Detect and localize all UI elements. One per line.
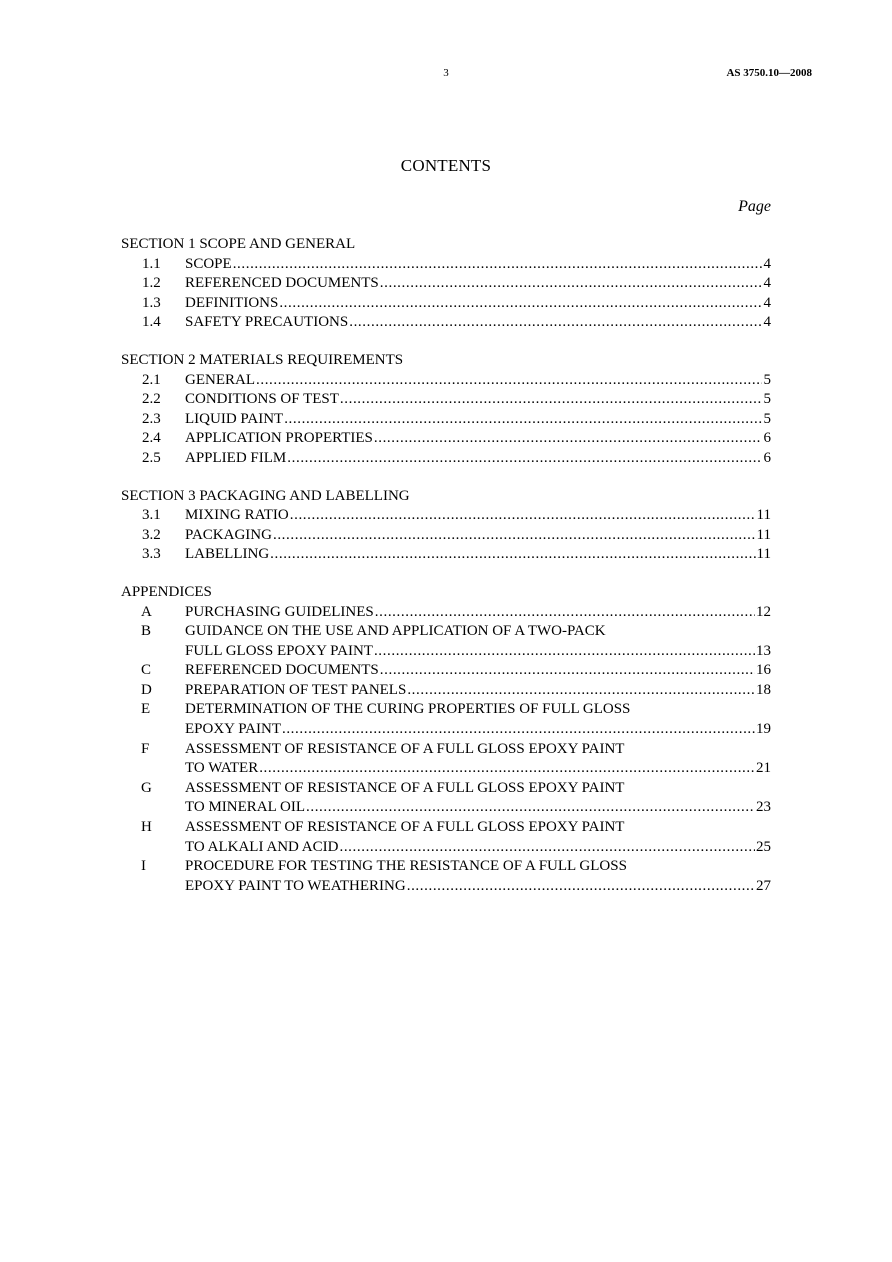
toc-entry-page: 12	[756, 603, 771, 620]
toc-entry-title: MIXING RATIO	[185, 507, 289, 524]
toc-entry-title: PREPARATION OF TEST PANELS	[185, 681, 407, 698]
section-gap	[121, 333, 771, 351]
toc-entry-number: C	[141, 662, 152, 679]
toc-entry[interactable]	[121, 857, 771, 877]
toc-entry-number: 3.2	[142, 526, 161, 543]
toc-entry-number: E	[141, 701, 151, 718]
contents-title: CONTENTS	[400, 156, 492, 175]
dot-leader	[233, 255, 762, 275]
toc-entry-title: PROCEDURE FOR TESTING THE RESISTANCE OF A FULL GLOSS	[185, 858, 627, 875]
toc-entry[interactable]	[121, 622, 771, 642]
toc-entry-number: 1.1	[142, 255, 161, 272]
toc-entry-number: 3.3	[142, 546, 161, 563]
toc-entry-number: H	[141, 819, 152, 836]
dot-leader	[407, 681, 755, 701]
toc-entry-number: D	[141, 681, 152, 698]
table-of-contents	[121, 235, 771, 896]
toc-entry[interactable]	[121, 681, 771, 701]
toc-entry-page: 6	[763, 430, 771, 447]
toc-entry-number: 1.4	[142, 314, 161, 331]
toc-entry-title: DETERMINATION OF THE CURING PROPERTIES OF FULL GLOSS	[185, 701, 631, 718]
toc-entry-title: LABELLING	[185, 546, 270, 563]
toc-entry-page: 5	[763, 410, 771, 427]
toc-entry-number	[121, 642, 185, 662]
toc-entry-page: 18	[756, 681, 771, 698]
toc-entry[interactable]	[121, 545, 771, 565]
section-gap	[121, 469, 771, 487]
dot-leader	[306, 798, 755, 818]
toc-entry-page: 25	[756, 838, 771, 855]
standard-number: AS 3750.10—2008	[726, 67, 812, 79]
toc-entry[interactable]	[121, 642, 771, 662]
toc-entry-number: 1.3	[142, 294, 161, 311]
toc-entry-page: 5	[763, 371, 771, 388]
toc-entry-title: ASSESSMENT OF RESISTANCE OF A FULL GLOSS EPOXY PAINT	[185, 819, 625, 836]
dot-leader	[284, 410, 762, 430]
toc-entry[interactable]	[121, 274, 771, 294]
dot-leader	[349, 313, 762, 333]
toc-entry[interactable]	[121, 818, 771, 838]
toc-entry-number	[121, 759, 185, 779]
toc-entry-title: REFERENCED DOCUMENTS	[185, 662, 379, 679]
toc-entry[interactable]	[121, 603, 771, 623]
dot-leader	[279, 294, 762, 314]
dot-leader	[374, 429, 762, 449]
toc-entry-page: 11	[756, 546, 771, 563]
dot-leader	[256, 371, 762, 391]
toc-entry-page: 13	[756, 642, 771, 659]
toc-entry[interactable]	[121, 255, 771, 275]
toc-entry-title: EPOXY PAINT TO WEATHERING	[185, 877, 406, 894]
toc-entry-number: 3.1	[142, 507, 161, 524]
toc-entry-title: GENERAL	[185, 371, 255, 388]
toc-entry-page: 5	[763, 391, 771, 408]
toc-entry-number: 2.5	[142, 449, 161, 466]
toc-entry[interactable]	[121, 526, 771, 546]
toc-entry[interactable]	[121, 371, 771, 391]
dot-leader	[273, 526, 756, 546]
toc-entry-page: 21	[756, 760, 771, 777]
toc-entry-title: SAFETY PRECAUTIONS	[185, 314, 349, 331]
toc-entry-number: 2.1	[142, 371, 161, 388]
toc-entry-number: I	[141, 858, 146, 875]
toc-entry-number: 1.2	[142, 275, 161, 292]
toc-entry[interactable]	[121, 313, 771, 333]
toc-entry-title: GUIDANCE ON THE USE AND APPLICATION OF A TWO-PACK	[185, 623, 606, 640]
toc-entry-number: A	[141, 603, 152, 620]
toc-entry-page: 6	[763, 449, 771, 466]
dot-leader	[380, 661, 755, 681]
section-heading[interactable]: APPENDICES	[121, 583, 212, 600]
toc-entry[interactable]	[121, 877, 771, 897]
toc-entry-number: 2.3	[142, 410, 161, 427]
toc-entry-title: LIQUID PAINT	[185, 410, 284, 427]
section-heading[interactable]: SECTION 3 PACKAGING AND LABELLING	[121, 487, 410, 504]
page-column-label: Page	[738, 198, 771, 215]
toc-entry[interactable]	[121, 429, 771, 449]
toc-entry-page: 11	[756, 526, 771, 543]
toc-entry[interactable]	[121, 720, 771, 740]
toc-entry-title: PURCHASING GUIDELINES	[185, 603, 374, 620]
section-heading[interactable]: SECTION 1 SCOPE AND GENERAL	[121, 236, 356, 252]
toc-entry-title: TO ALKALI AND ACID	[185, 838, 339, 855]
dot-leader	[339, 838, 755, 858]
toc-entry-number: 2.2	[142, 391, 161, 408]
dot-leader	[375, 603, 755, 623]
toc-entry-page: 11	[756, 507, 771, 524]
dot-leader	[287, 449, 762, 469]
toc-entry[interactable]	[121, 661, 771, 681]
toc-entry[interactable]	[121, 759, 771, 779]
section-heading[interactable]: SECTION 2 MATERIALS REQUIREMENTS	[121, 351, 404, 368]
toc-entry-page: 4	[763, 314, 771, 331]
toc-entry-number: B	[141, 623, 152, 640]
toc-entry-title: ASSESSMENT OF RESISTANCE OF A FULL GLOSS EPOXY PAINT	[185, 779, 625, 796]
toc-entry-title: ASSESSMENT OF RESISTANCE OF A FULL GLOSS EPOXY PAINT	[185, 740, 625, 757]
dot-leader	[340, 390, 762, 410]
toc-entry[interactable]	[121, 506, 771, 526]
toc-entry-title: DEFINITIONS	[185, 294, 279, 311]
toc-entry-page: 4	[763, 275, 771, 292]
toc-entry-page: 16	[756, 662, 771, 679]
toc-entry-number	[121, 798, 185, 818]
toc-entry-number	[121, 720, 185, 740]
toc-entry-number: F	[141, 740, 150, 757]
toc-entry-title: EPOXY PAINT	[185, 721, 281, 738]
toc-entry[interactable]	[121, 740, 771, 760]
toc-entry-number: 2.4	[142, 430, 161, 447]
toc-entry-number: G	[141, 779, 152, 796]
toc-entry-title: PACKAGING	[185, 526, 272, 543]
dot-leader	[259, 759, 755, 779]
toc-entry[interactable]	[121, 390, 771, 410]
toc-entry-page: 19	[756, 721, 771, 738]
section-gap	[121, 565, 771, 583]
dot-leader	[282, 720, 755, 740]
toc-entry-title: CONDITIONS OF TEST	[185, 391, 339, 408]
dot-leader	[374, 642, 755, 662]
toc-entry-title: REFERENCED DOCUMENTS	[185, 275, 379, 292]
toc-entry-title: TO WATER	[185, 760, 259, 777]
toc-entry-page: 23	[756, 799, 771, 816]
dot-leader	[407, 877, 755, 897]
toc-entry-page: 4	[763, 294, 771, 311]
toc-entry[interactable]	[121, 779, 771, 799]
toc-entry-title: APPLIED FILM	[185, 449, 287, 466]
toc-entry[interactable]	[121, 838, 771, 858]
page-number: 3	[443, 67, 449, 79]
toc-entry[interactable]	[121, 294, 771, 314]
dot-leader	[380, 274, 762, 294]
toc-entry[interactable]	[121, 449, 771, 469]
toc-entry-title: TO MINERAL OIL	[185, 799, 305, 816]
dot-leader	[290, 506, 756, 526]
toc-entry[interactable]	[121, 798, 771, 818]
toc-entry[interactable]	[121, 700, 771, 720]
dot-leader	[270, 545, 755, 565]
toc-entry-number	[121, 877, 185, 897]
toc-entry-title: SCOPE	[185, 255, 232, 272]
toc-entry-title: APPLICATION PROPERTIES	[185, 430, 373, 447]
toc-entry-title: FULL GLOSS EPOXY PAINT	[185, 642, 373, 659]
toc-entry-number	[121, 838, 185, 858]
toc-entry-page: 27	[756, 877, 771, 894]
toc-entry-page: 4	[763, 255, 771, 272]
toc-entry[interactable]	[121, 410, 771, 430]
